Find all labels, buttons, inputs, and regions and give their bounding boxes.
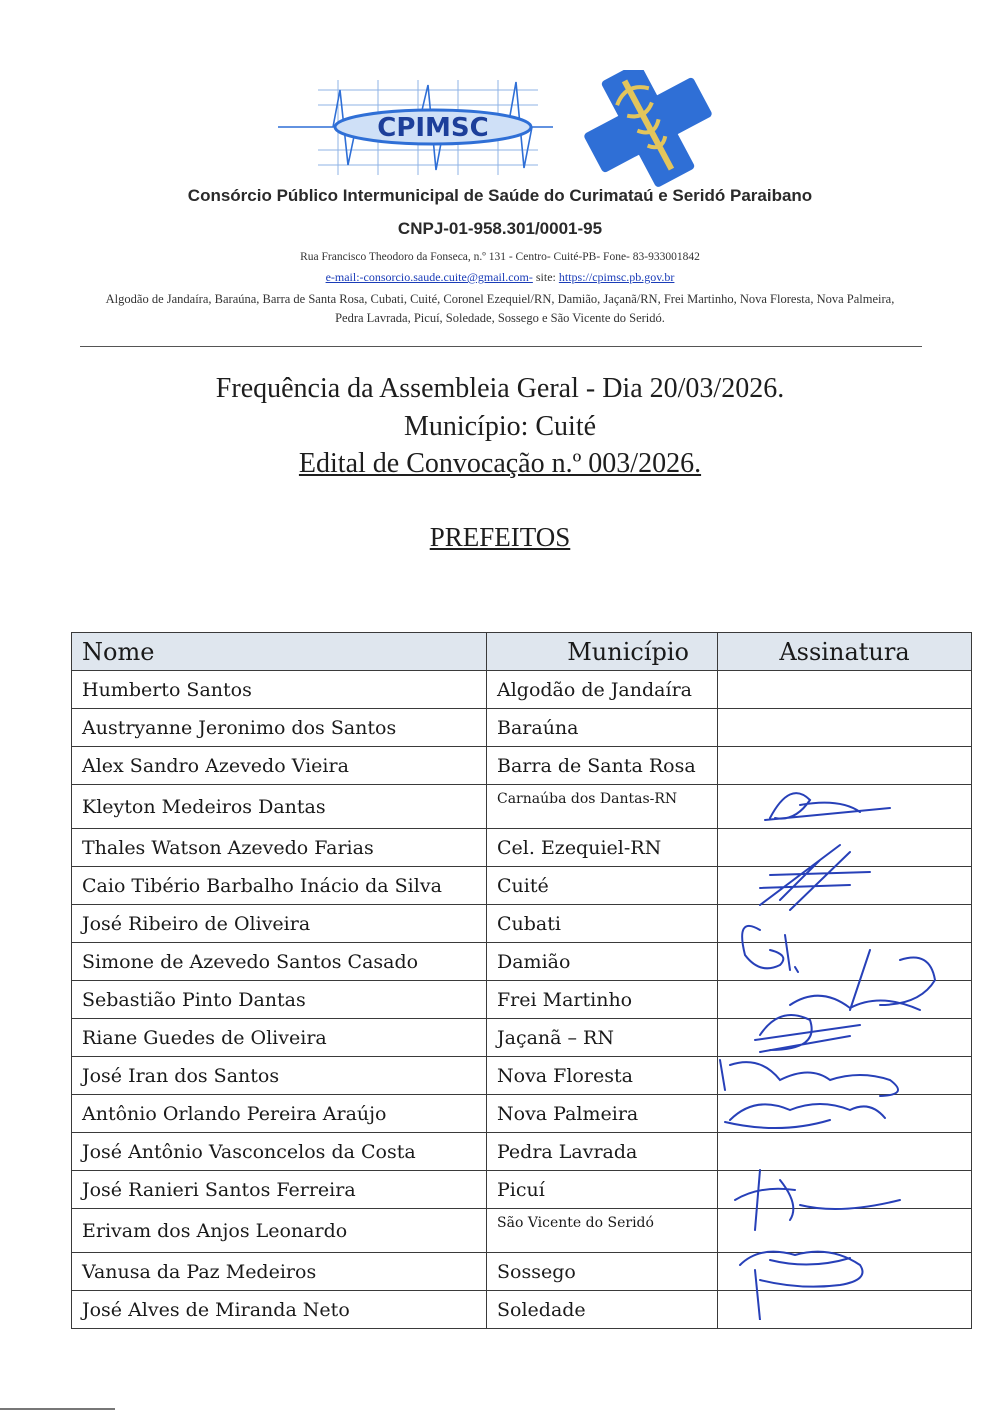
municipality-cell: Sossego (487, 1253, 718, 1291)
signature-cell (718, 785, 972, 829)
medical-cross-icon (565, 70, 731, 190)
name-cell: José Antônio Vasconcelos da Costa (72, 1133, 487, 1171)
signature-cell (718, 1057, 972, 1095)
name-cell: Kleyton Medeiros Dantas (72, 785, 487, 829)
signature-cell (718, 943, 972, 981)
name-cell: Erivam dos Anjos Leonardo (72, 1209, 487, 1253)
header-divider (80, 346, 922, 347)
table-row (72, 1171, 972, 1209)
table-row (72, 709, 972, 747)
table-row (72, 905, 972, 943)
header-nome: Nome (72, 633, 487, 671)
email-link[interactable]: e-mail:-consorcio.saude.cuite@gmail.com- (325, 270, 533, 284)
municipality-cell: Cel. Ezequiel-RN (487, 829, 718, 867)
name-cell: José Iran dos Santos (72, 1057, 487, 1095)
signature-cell (718, 1095, 972, 1133)
table-row (72, 1209, 972, 1253)
signature-cell (718, 1209, 972, 1253)
municipality-cell: Cuité (487, 867, 718, 905)
name-cell: Humberto Santos (72, 671, 487, 709)
cpimsc-logo (278, 70, 778, 190)
name-cell: Thales Watson Azevedo Farias (72, 829, 487, 867)
table-row (72, 829, 972, 867)
attendance-table (71, 632, 972, 1329)
table-row (72, 1095, 972, 1133)
name-cell: José Alves de Miranda Neto (72, 1291, 487, 1329)
municipality-cell: Baraúna (487, 709, 718, 747)
signature-cell (718, 709, 972, 747)
logo-text: CPIMSC (377, 113, 489, 143)
signature-cell (718, 1253, 972, 1291)
municipality-cell: Picuí (487, 1171, 718, 1209)
name-cell: José Ribeiro de Oliveira (72, 905, 487, 943)
signature-cell (718, 867, 972, 905)
table-row (72, 1253, 972, 1291)
name-cell: Antônio Orlando Pereira Araújo (72, 1095, 487, 1133)
name-cell: Riane Guedes de Oliveira (72, 1019, 487, 1057)
table-row (72, 747, 972, 785)
name-cell: Simone de Azevedo Santos Casado (72, 943, 487, 981)
edital-line: Edital de Convocação n.º 003/2026. (298, 448, 702, 479)
municipality-cell: Frei Martinho (487, 981, 718, 1019)
signature-cell (718, 981, 972, 1019)
signature-cell (718, 1133, 972, 1171)
name-cell: Caio Tibério Barbalho Inácio da Silva (72, 867, 487, 905)
municipality-cell: Pedra Lavrada (487, 1133, 718, 1171)
municipality-cell: Damião (487, 943, 718, 981)
name-cell: José Ranieri Santos Ferreira (72, 1171, 487, 1209)
site-label: site: (535, 270, 556, 284)
address: Rua Francisco Theodoro da Fonseca, n.º 131 - Centro- Cuité-PB- Fone- 83-933001842 (300, 251, 700, 263)
municipality-cell: Cubati (487, 905, 718, 943)
table-row (72, 867, 972, 905)
table-row (72, 1019, 972, 1057)
table-row (72, 1133, 972, 1171)
signature-cell (718, 1171, 972, 1209)
document-title: Frequência da Assembleia Geral - Dia 20/03/2026. (215, 373, 785, 404)
contact-line (0, 270, 1000, 285)
table-row (72, 671, 972, 709)
cnpj: CNPJ-01-958.301/0001-95 (397, 219, 603, 238)
municipality-cell: Soledade (487, 1291, 718, 1329)
municipality-cell: Nova Palmeira (487, 1095, 718, 1133)
name-cell: Vanusa da Paz Medeiros (72, 1253, 487, 1291)
table-header-row (72, 633, 972, 671)
org-name: Consórcio Público Intermunicipal de Saúde do Curimataú e Seridó Paraibano (187, 186, 813, 205)
municipality-cell: Barra de Santa Rosa (487, 747, 718, 785)
municipality-cell: São Vicente do Seridó (487, 1209, 718, 1253)
signature-cell (718, 905, 972, 943)
municipality-cell: Jaçanã – RN (487, 1019, 718, 1057)
section-heading: PREFEITOS (429, 522, 571, 552)
name-cell: Alex Sandro Azevedo Vieira (72, 747, 487, 785)
member-municipalities: Algodão de Jandaíra, Baraúna, Barra de Santa Rosa, Cubati, Cuité, Coronel Ezequiel/RN, Damião, Jaçanã/RN, Frei Martinho, Nova Floresta, Nova Palmeira, Pedra Lavrada, Picuí, Soledade, Sossego e São Vicente do Seridó. (105, 292, 895, 325)
table-row (72, 1291, 972, 1329)
name-cell: Sebastião Pinto Dantas (72, 981, 487, 1019)
table-row (72, 785, 972, 829)
header-municipio: Município (487, 633, 718, 671)
table-row (72, 943, 972, 981)
header-assinatura: Assinatura (718, 633, 972, 671)
municipality-cell: Carnaúba dos Dantas-RN (487, 785, 718, 829)
site-link[interactable]: https://cpimsc.pb.gov.br (558, 270, 675, 284)
signature-cell (718, 829, 972, 867)
municipality-cell: Algodão de Jandaíra (487, 671, 718, 709)
table-row (72, 981, 972, 1019)
municipality-cell: Nova Floresta (487, 1057, 718, 1095)
signature-cell (718, 1019, 972, 1057)
signature-cell (718, 671, 972, 709)
footer-edge (0, 1408, 115, 1410)
name-cell: Austryanne Jeronimo dos Santos (72, 709, 487, 747)
municipality-line: Município: Cuité (403, 411, 597, 442)
signature-cell (718, 747, 972, 785)
table-row (72, 1057, 972, 1095)
signature-cell (718, 1291, 972, 1329)
